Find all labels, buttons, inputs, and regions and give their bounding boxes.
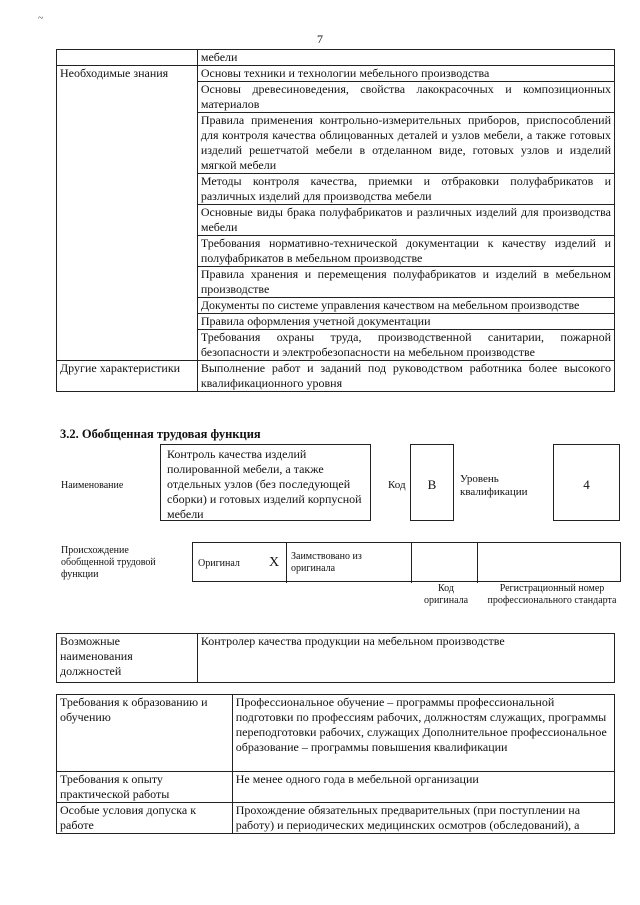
table-row [57, 50, 615, 66]
knowledge-item: Правила хранения и перемещения полуфабрикатов и изделий в мебельном производстве [197, 267, 614, 298]
code-label: Код [388, 479, 406, 491]
corner-mark: ~ [38, 13, 44, 24]
knowledge-item: Правила оформления учетной документации [197, 314, 614, 330]
knowledge-item: Основные виды брака полуфабрикатов и различных изделий для производства мебели [197, 205, 614, 236]
requirement-value: Прохождение обязательных предварительных (при поступлении на работу) и периодических медицинских осмотров (обследований), а [232, 803, 614, 834]
other-label: Другие характеристики [57, 361, 198, 392]
table-row [57, 695, 615, 772]
origin-box [192, 542, 621, 582]
positions-value: Контролер качества продукции на мебельном производстве [197, 634, 614, 683]
knowledge-item: Документы по системе управления качеством на мебельном производстве [197, 298, 614, 314]
requirement-value: Не менее одного года в мебельной организации [232, 772, 614, 803]
table-cell-empty [57, 50, 198, 66]
table-row [57, 634, 615, 683]
table-row [57, 361, 615, 392]
origin-label: Происхождение обобщенной трудовой функции [61, 545, 156, 580]
reg-caption: Регистрационный номер профессионального стандарта [487, 583, 617, 606]
table-row [57, 772, 615, 803]
knowledge-item: Требования нормативно-технической документации к качеству изделий и полуфабрикатов в мебельном производстве [197, 236, 614, 267]
code-value: В [427, 477, 437, 492]
original-mark: X [269, 555, 280, 570]
name-value-box [160, 444, 371, 521]
knowledge-label: Необходимые знания [57, 66, 198, 361]
code-value-box [410, 444, 454, 521]
code-caption: Код оригинала [423, 583, 469, 606]
continued-cell: мебели [197, 50, 614, 66]
borrowed-label: Заимствовано из оригинала [291, 551, 362, 574]
section-title: 3.2. Обобщенная трудовая функция [60, 427, 261, 441]
page-number: 7 [317, 32, 323, 46]
level-label: Уровень квалификации [460, 473, 528, 498]
knowledge-item: Правила применения контрольно-измерительных приборов, приспособлений для контроля качества облицованных деталей и узлов мебели, а также готовых изделий решетчатой мебели в отделанном виде, готовых узлов и изделий мягкой мебели [197, 113, 614, 174]
knowledge-item: Основы древесиноведения, свойства лакокрасочных и композиционных материалов [197, 82, 614, 113]
knowledge-item: Основы техники и технологии мебельного производства [197, 66, 614, 82]
positions-table [56, 633, 615, 683]
name-value: Контроль качества изделий полированной мебели, а также отдельных узлов (без последующей сборки) и готовых изделий корпусной мебели [167, 447, 362, 521]
positions-label: Возможные наименования должностей [57, 634, 198, 683]
original-label: Оригинал [198, 558, 240, 569]
requirement-label: Особые условия допуска к работе [57, 803, 233, 834]
knowledge-item: Методы контроля качества, приемки и отбраковки полуфабрикатов и различных изделий для производства мебели [197, 174, 614, 205]
knowledge-table [56, 49, 615, 392]
level-value: 4 [583, 477, 590, 492]
requirement-label: Требования к опыту практической работы [57, 772, 233, 803]
knowledge-item: Требования охраны труда, производственной санитарии, пожарной безопасности и электробезопасности на мебельном производстве [197, 330, 614, 361]
name-label: Наименование [61, 480, 124, 491]
level-value-box [553, 444, 620, 521]
requirement-value: Профессиональное обучение – программы профессиональной подготовки по профессиям рабочих, должностям служащих, программы переподготовки рабочих, служащих Дополнительное профессиональное образование – программы повышения квалификации [232, 695, 614, 772]
requirement-label: Требования к образованию и обучению [57, 695, 233, 772]
table-row [57, 803, 615, 834]
table-row [57, 66, 615, 82]
requirements-table [56, 694, 615, 834]
other-value: Выполнение работ и заданий под руководством работника более высокого квалификационного уровня [197, 361, 614, 392]
